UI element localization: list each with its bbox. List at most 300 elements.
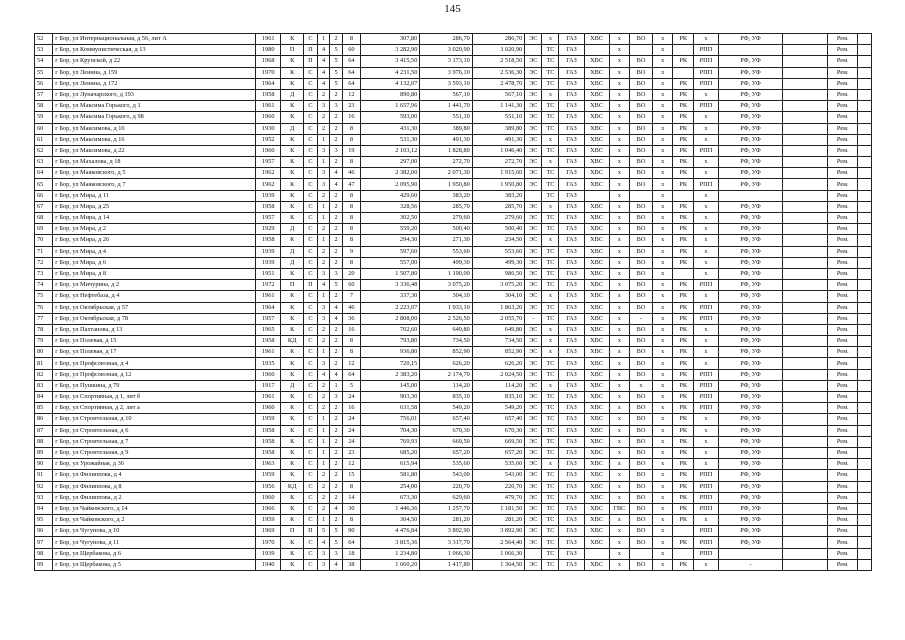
table-row <box>35 526 872 537</box>
table-cell: 1966 <box>256 503 281 514</box>
table-cell: х <box>652 515 673 526</box>
table-cell: ГАЗ <box>559 492 584 503</box>
table-cell: 1 446,36 <box>361 503 420 514</box>
table-cell: РК <box>673 213 694 224</box>
table-cell: ХВС <box>584 414 609 425</box>
table-cell: 549,20 <box>420 403 472 414</box>
table-cell: х <box>693 34 718 45</box>
table-cell <box>782 235 828 246</box>
table-cell: 1 066,30 <box>472 548 524 559</box>
table-cell <box>858 515 872 526</box>
table-cell <box>782 89 828 100</box>
table-cell: х <box>693 213 718 224</box>
table-cell: ЭС <box>525 492 542 503</box>
table-cell: 114,20 <box>472 380 524 391</box>
table-cell <box>782 280 828 291</box>
table-cell: 567,10 <box>472 89 524 100</box>
table-cell: Рем. <box>828 67 858 78</box>
table-cell: РК <box>673 201 694 212</box>
table-cell: 835,10 <box>420 392 472 403</box>
table-cell: 769,93 <box>361 436 420 447</box>
table-cell: С <box>304 481 318 492</box>
table-cell: 1 257,70 <box>420 503 472 514</box>
table-cell: 551,10 <box>472 112 524 123</box>
table-cell: ГАЗ <box>559 425 584 436</box>
table-cell: ГАЗ <box>559 324 584 335</box>
table-cell: РФ, УФ <box>719 179 783 190</box>
table-cell: РФ, УФ <box>719 257 783 268</box>
table-cell: ТС <box>542 492 559 503</box>
table-cell: ЭС <box>525 123 542 134</box>
table-cell: х <box>542 34 559 45</box>
table-cell: ГАЗ <box>559 34 584 45</box>
table-cell <box>782 481 828 492</box>
table-cell: 479,70 <box>472 492 524 503</box>
table-cell: 328,56 <box>361 201 420 212</box>
table-cell: ТС <box>542 302 559 313</box>
table-cell: 1 507,80 <box>361 268 420 279</box>
table-cell: х <box>693 168 718 179</box>
table-cell: РФ, УФ <box>719 526 783 537</box>
table-cell: ХВС <box>584 559 609 570</box>
table-cell: Рем. <box>828 481 858 492</box>
table-cell <box>630 190 653 201</box>
table-cell: ТС <box>542 45 559 56</box>
table-cell <box>782 313 828 324</box>
table-cell: 79 <box>35 336 53 347</box>
table-cell: 1961 <box>256 392 281 403</box>
table-cell: С <box>304 179 318 190</box>
table-cell: 279,60 <box>420 213 472 224</box>
table-cell: РФ, УФ <box>719 336 783 347</box>
table-cell: ГАЗ <box>559 56 584 67</box>
table-row <box>35 101 872 112</box>
table-cell: 2 <box>330 336 343 347</box>
table-cell: 1960 <box>256 112 281 123</box>
table-cell <box>584 548 609 559</box>
table-row <box>35 559 872 570</box>
table-row <box>35 34 872 45</box>
table-cell: ЭС <box>525 336 542 347</box>
table-cell: 669,50 <box>472 436 524 447</box>
table-cell: РК <box>673 145 694 156</box>
table-cell: ГАЗ <box>559 112 584 123</box>
table-cell: г Бор, ул Нефтебаза, д 4 <box>53 291 256 302</box>
table-cell: х <box>609 101 630 112</box>
table-cell: г Бор, ул Филиппова, д 4 <box>53 470 256 481</box>
table-cell <box>858 224 872 235</box>
table-cell: 549,20 <box>472 403 524 414</box>
table-cell: РПП <box>693 392 718 403</box>
table-cell: 4 <box>330 313 343 324</box>
table-cell: ТС <box>542 436 559 447</box>
table-cell: 5 <box>317 526 330 537</box>
table-cell: РК <box>673 503 694 514</box>
table-cell: РФ, УФ <box>719 280 783 291</box>
table-cell <box>673 67 694 78</box>
table-cell: С <box>304 459 318 470</box>
table-cell: 2 <box>317 470 330 481</box>
table-cell: 1957 <box>256 213 281 224</box>
table-cell: 4 <box>317 280 330 291</box>
table-cell: 1961 <box>256 34 281 45</box>
table-cell: х <box>693 134 718 145</box>
table-cell: х <box>609 168 630 179</box>
table-cell: 60 <box>342 280 360 291</box>
table-cell: 74 <box>35 280 53 291</box>
table-row <box>35 280 872 291</box>
table-cell <box>782 145 828 156</box>
table-cell: 1956 <box>256 481 281 492</box>
table-cell: 60 <box>35 123 53 134</box>
table-row <box>35 257 872 268</box>
table-cell: 304,50 <box>361 515 420 526</box>
table-cell: К <box>281 436 304 447</box>
table-cell: ГАЗ <box>559 358 584 369</box>
table-cell: х <box>693 291 718 302</box>
table-cell <box>782 112 828 123</box>
table-cell: ГАЗ <box>559 179 584 190</box>
table-cell: х <box>693 447 718 458</box>
table-cell: Рем. <box>828 56 858 67</box>
table-cell: 1 141,30 <box>472 101 524 112</box>
page-number: 145 <box>444 3 461 15</box>
table-cell: 1 950,80 <box>472 179 524 190</box>
table-cell: 670,30 <box>420 425 472 436</box>
table-cell: 1 364,50 <box>472 559 524 570</box>
table-cell: х <box>693 123 718 134</box>
table-cell: ГАЗ <box>559 268 584 279</box>
table-cell: РПП <box>693 313 718 324</box>
table-cell: 1961 <box>256 347 281 358</box>
table-cell: РФ, УФ <box>719 246 783 257</box>
table-cell: С <box>304 302 318 313</box>
table-cell: х <box>609 436 630 447</box>
table-cell: ЭС <box>525 414 542 425</box>
table-cell: г Бор, ул Строительная, д 10 <box>53 414 256 425</box>
table-cell: х <box>693 190 718 201</box>
table-cell: ХВС <box>584 492 609 503</box>
table-row <box>35 503 872 514</box>
table-cell: 94 <box>35 503 53 514</box>
table-cell: С <box>304 157 318 168</box>
table-cell: 70 <box>35 235 53 246</box>
table-cell: Рем. <box>828 392 858 403</box>
table-cell: х <box>693 347 718 358</box>
table-cell: 3 <box>317 358 330 369</box>
table-cell: г Бор, ул Октябрьская, д 57 <box>53 302 256 313</box>
table-cell: С <box>304 336 318 347</box>
table-cell: г Бор, ул Профсоюзная, д 12 <box>53 369 256 380</box>
table-cell: РПП <box>693 145 718 156</box>
table-cell: К <box>281 559 304 570</box>
table-cell: 89 <box>35 447 53 458</box>
table-cell <box>782 168 828 179</box>
table-cell: 78 <box>35 324 53 335</box>
table-cell: 626,20 <box>420 358 472 369</box>
table-cell: 53 <box>35 45 53 56</box>
table-cell: 2 <box>330 492 343 503</box>
table-cell: РПП <box>693 548 718 559</box>
table-cell: РК <box>673 380 694 391</box>
table-cell: Рем. <box>828 515 858 526</box>
table-cell: ХВС <box>584 134 609 145</box>
table-cell <box>782 324 828 335</box>
table-cell: ТС <box>542 101 559 112</box>
table-cell <box>782 358 828 369</box>
table-cell: х <box>693 257 718 268</box>
table-cell: 685,20 <box>361 447 420 458</box>
table-cell: 2 <box>330 291 343 302</box>
table-cell: РК <box>673 134 694 145</box>
table-cell: х <box>652 470 673 481</box>
table-cell <box>858 447 872 458</box>
table-cell: г Бор, ул Чайковского, д 14 <box>53 503 256 514</box>
table-cell: РФ, УФ <box>719 313 783 324</box>
table-cell: х <box>652 414 673 425</box>
table-cell: ТС <box>542 369 559 380</box>
table-cell <box>858 101 872 112</box>
table-cell: х <box>609 380 630 391</box>
table-cell: х <box>693 358 718 369</box>
table-cell <box>858 201 872 212</box>
table-cell: х <box>609 537 630 548</box>
table-cell: ВО <box>630 157 653 168</box>
table-cell: Рем. <box>828 369 858 380</box>
table-cell: ХВС <box>584 112 609 123</box>
table-cell: 294,30 <box>361 235 420 246</box>
table-cell: 535,60 <box>472 459 524 470</box>
table-cell: РПП <box>693 179 718 190</box>
table-cell: РК <box>673 89 694 100</box>
table-cell <box>782 403 828 414</box>
table-cell: ГАЗ <box>559 78 584 89</box>
table-cell: 1 <box>330 380 343 391</box>
table-cell: 23 <box>342 447 360 458</box>
table-cell: С <box>304 392 318 403</box>
table-cell: 852,90 <box>420 347 472 358</box>
table-cell: РК <box>673 515 694 526</box>
table-cell <box>782 425 828 436</box>
table-cell: 389,80 <box>420 123 472 134</box>
table-cell: ВО <box>630 358 653 369</box>
table-cell: х <box>542 134 559 145</box>
table-cell: 4 <box>317 537 330 548</box>
table-cell: 3 <box>317 168 330 179</box>
table-cell: 46 <box>342 302 360 313</box>
table-row <box>35 380 872 391</box>
table-cell: ВО <box>630 78 653 89</box>
table-cell: ТС <box>542 481 559 492</box>
table-cell: 1958 <box>256 201 281 212</box>
table-cell: 852,90 <box>472 347 524 358</box>
table-cell: х <box>652 168 673 179</box>
table-cell: г Бор, ул Ленина, д 172 <box>53 78 256 89</box>
table-cell: 4 <box>330 179 343 190</box>
table-cell: 96 <box>35 526 53 537</box>
table-cell: 3 <box>330 101 343 112</box>
table-cell: х <box>609 201 630 212</box>
table-cell: С <box>304 403 318 414</box>
table-cell: ГАЗ <box>559 459 584 470</box>
table-cell <box>782 470 828 481</box>
table-cell: 97 <box>35 537 53 548</box>
table-cell: х <box>693 112 718 123</box>
table-cell: ВО <box>630 145 653 156</box>
table-cell <box>782 56 828 67</box>
table-cell: 220,70 <box>472 481 524 492</box>
table-cell: 4 132,07 <box>361 78 420 89</box>
table-cell: 2 <box>317 403 330 414</box>
table-cell: х <box>652 235 673 246</box>
table-cell: х <box>693 559 718 570</box>
table-cell <box>782 459 828 470</box>
table-cell: г Бор, ул Полевая, д 15 <box>53 336 256 347</box>
table-cell: 1959 <box>256 470 281 481</box>
table-cell: 4 <box>330 168 343 179</box>
table-cell: 1940 <box>256 559 281 570</box>
table-cell: Рем. <box>828 101 858 112</box>
table-cell: ХВС <box>584 436 609 447</box>
table-cell: РК <box>673 481 694 492</box>
table-cell: ТС <box>542 168 559 179</box>
table-cell: 657,40 <box>420 414 472 425</box>
table-cell: х <box>652 302 673 313</box>
table-cell: х <box>652 358 673 369</box>
table-cell <box>858 235 872 246</box>
table-cell: 2 383,20 <box>361 369 420 380</box>
table-cell: ХВС <box>584 201 609 212</box>
table-cell: 2 <box>330 257 343 268</box>
table-cell: 500,40 <box>420 224 472 235</box>
table-cell <box>858 67 872 78</box>
table-cell: ГАЗ <box>559 157 584 168</box>
table-cell: 936,80 <box>361 347 420 358</box>
table-cell: ТС <box>542 425 559 436</box>
table-cell: ЭС <box>525 201 542 212</box>
table-cell <box>858 358 872 369</box>
table-cell: х <box>652 537 673 548</box>
table-cell: 38 <box>342 559 360 570</box>
table-cell: Рем. <box>828 414 858 425</box>
table-cell: ЭС <box>525 157 542 168</box>
table-cell: 669,50 <box>420 436 472 447</box>
table-cell: х <box>652 56 673 67</box>
table-cell: ГАЗ <box>559 134 584 145</box>
table-cell: 1 <box>317 291 330 302</box>
table-cell: ВО <box>630 235 653 246</box>
table-cell: ЭС <box>525 302 542 313</box>
table-cell: 1 <box>317 235 330 246</box>
table-cell: РПП <box>693 280 718 291</box>
table-cell <box>673 548 694 559</box>
table-cell: РПП <box>693 526 718 537</box>
table-cell: г Бор, ул Мира, д 4 <box>53 246 256 257</box>
table-cell: К <box>281 134 304 145</box>
table-cell: РФ, УФ <box>719 101 783 112</box>
table-cell: 1 <box>317 157 330 168</box>
table-cell: х <box>693 268 718 279</box>
table-cell: ГАЗ <box>559 392 584 403</box>
table-cell <box>858 89 872 100</box>
table-cell: г Бор, ул Крупской, д 22 <box>53 56 256 67</box>
table-cell: ТС <box>542 358 559 369</box>
table-cell: 3 <box>317 179 330 190</box>
table-cell: 93 <box>35 492 53 503</box>
table-cell: г Бор, ул Спортивная, д 1, лит б <box>53 392 256 403</box>
table-cell: РФ, УФ <box>719 112 783 123</box>
table-cell: 9 <box>342 246 360 257</box>
table-cell: 16 <box>342 112 360 123</box>
table-cell: г Бор, ул Мира, д 14 <box>53 213 256 224</box>
table-cell: Рем. <box>828 470 858 481</box>
table-cell: С <box>304 414 318 425</box>
table-cell: х <box>652 280 673 291</box>
table-cell: 286,70 <box>472 34 524 45</box>
table-cell: ЭС <box>525 268 542 279</box>
table-cell <box>858 369 872 380</box>
table-row <box>35 392 872 403</box>
table-cell: РК <box>673 291 694 302</box>
table-cell: ГАЗ <box>559 470 584 481</box>
table-cell: х <box>652 425 673 436</box>
table-cell: ВО <box>630 537 653 548</box>
table-cell: РК <box>673 336 694 347</box>
table-cell: х <box>609 548 630 559</box>
table-cell: К <box>281 145 304 156</box>
table-cell: 271,30 <box>420 235 472 246</box>
table-cell: х <box>609 89 630 100</box>
table-cell: 8 <box>342 336 360 347</box>
table-cell: 3 075,20 <box>472 280 524 291</box>
table-cell <box>858 403 872 414</box>
table-cell: Рем. <box>828 123 858 134</box>
table-cell: РПП <box>693 45 718 56</box>
table-cell: Д <box>281 123 304 134</box>
table-cell: 593,00 <box>361 112 420 123</box>
table-row <box>35 369 872 380</box>
table-cell: 1 046,40 <box>472 145 524 156</box>
table-row <box>35 201 872 212</box>
table-cell: 1 <box>317 201 330 212</box>
table-cell: Рем. <box>828 403 858 414</box>
table-cell: РФ, УФ <box>719 302 783 313</box>
table-cell: 55 <box>35 67 53 78</box>
table-cell: х <box>609 224 630 235</box>
table-cell: 1960 <box>256 145 281 156</box>
table-cell: Рем. <box>828 380 858 391</box>
table-cell: С <box>304 201 318 212</box>
table-cell: 2 <box>317 224 330 235</box>
table-cell: ГАЗ <box>559 347 584 358</box>
table-cell: С <box>304 224 318 235</box>
table-cell: х <box>652 447 673 458</box>
table-cell: РПП <box>693 492 718 503</box>
table-cell: 1965 <box>256 324 281 335</box>
table-cell <box>673 526 694 537</box>
table-cell: г Бор, ул Чайковского, д 2 <box>53 515 256 526</box>
table-cell: 2 <box>330 123 343 134</box>
table-cell: Рем. <box>828 347 858 358</box>
table-cell: ВО <box>630 336 653 347</box>
table-row <box>35 470 872 481</box>
table-cell: К <box>281 101 304 112</box>
table-cell: х <box>609 492 630 503</box>
table-cell: РПП <box>693 67 718 78</box>
table-cell: ХВС <box>584 447 609 458</box>
table-cell: 82 <box>35 369 53 380</box>
table-row <box>35 157 872 168</box>
